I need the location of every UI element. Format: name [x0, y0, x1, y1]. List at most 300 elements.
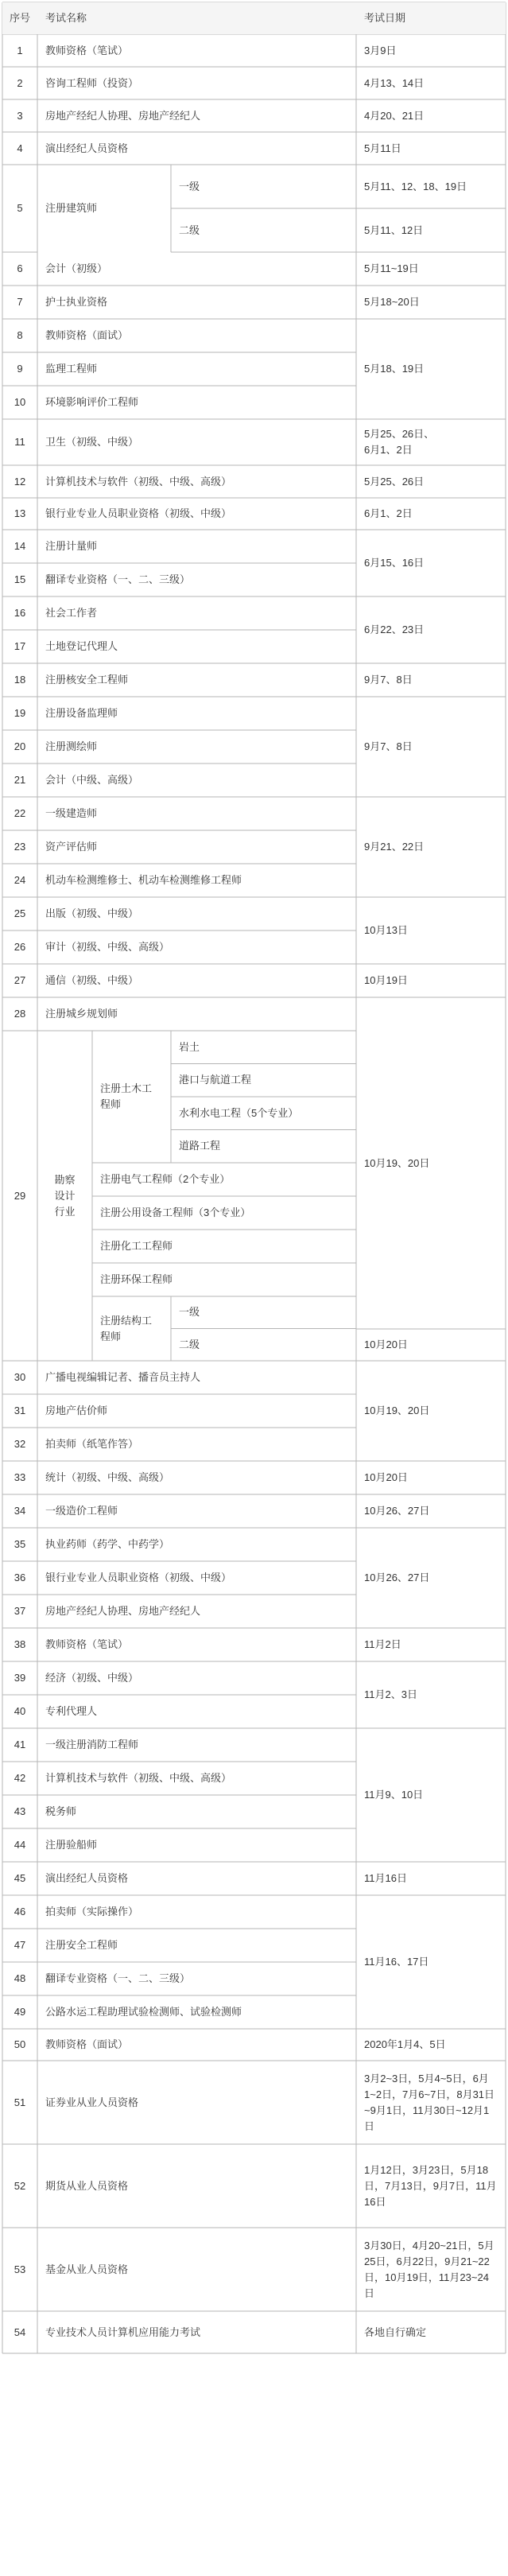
- exam-name-text: 教师资格（面试）: [45, 329, 129, 341]
- exam-name: [37, 997, 356, 1031]
- exam-level: [171, 165, 356, 208]
- row-number: [2, 386, 37, 419]
- exam-name: [37, 663, 356, 697]
- exam-name: [37, 1995, 356, 2029]
- row-number-text: 5: [17, 202, 23, 214]
- engineer-group-text: 注册电气工程师（2个专业）: [100, 1173, 231, 1185]
- exam-date: [356, 208, 506, 252]
- row-number-text: 22: [14, 807, 26, 819]
- exam-name: [37, 99, 356, 132]
- exam-name: [37, 2144, 356, 2228]
- exam-name-text: 房地产估价师: [45, 1405, 108, 1416]
- exam-name-text: 执业药师（药学、中药学）: [45, 1538, 170, 1550]
- row-number-text: 19: [14, 707, 26, 719]
- exam-name-text: 专业技术人员计算机应用能力考试: [45, 2325, 201, 2338]
- exam-name-text: 注册验船师: [45, 1839, 98, 1851]
- exam-date-text: 10月19日: [364, 974, 408, 986]
- header-no: [2, 2, 37, 34]
- row-number: [2, 352, 37, 386]
- exam-name-text: 注册核安全工程师: [45, 674, 129, 686]
- exam-name: [37, 596, 356, 630]
- exam-name-text: 注册建筑师: [45, 202, 98, 214]
- row-number-text: 30: [14, 1371, 26, 1383]
- exam-name: [37, 1461, 356, 1494]
- exam-name-text: 一级注册消防工程师: [45, 1739, 139, 1750]
- exam-name-text: 拍卖师（实际操作）: [45, 1906, 139, 1917]
- exam-name-text: 咨询工程师（投资）: [45, 76, 139, 89]
- exam-name: [37, 797, 356, 830]
- exam-date: [356, 465, 506, 498]
- row-number-text: 23: [14, 841, 26, 853]
- exam-name-text: 广播电视编辑记者、播音员主持人: [45, 1371, 201, 1383]
- exam-date: [356, 34, 506, 67]
- exam-date-merged-text: 5月18、19日: [364, 363, 425, 375]
- exam-date-text: 3月30日，4月20~21日，5月25日，6月22日，9月21~22日，10月19日，11月23~24日: [364, 2239, 494, 2299]
- row-number-text: 38: [14, 1638, 26, 1650]
- exam-name-text: 房地产经纪人协理、房地产经纪人: [45, 1605, 201, 1617]
- row-number: [2, 1695, 37, 1728]
- engineer-item: [171, 1097, 356, 1130]
- row-number-text: 13: [14, 507, 26, 519]
- row-number-text: 26: [14, 941, 26, 953]
- exam-date-merged-text: 11月16、17日: [364, 1956, 429, 1968]
- row-number: [2, 1428, 37, 1461]
- row-number-text: 40: [14, 1705, 26, 1717]
- row-number: [2, 931, 37, 964]
- exam-date-text: 10月20日: [364, 1339, 408, 1350]
- exam-date-text: 5月11日: [364, 142, 401, 154]
- exam-name: [37, 1929, 356, 1962]
- row-number: [2, 630, 37, 663]
- row-number-text: 21: [14, 774, 26, 786]
- exam-name-text: 计算机技术与软件（初级、中级、高级）: [45, 1772, 232, 1784]
- exam-name: [37, 864, 356, 897]
- row-number: [2, 697, 37, 730]
- row-number: [2, 1661, 37, 1695]
- exam-date: [356, 498, 506, 530]
- row-number: [2, 530, 37, 563]
- exam-date-merged: [356, 797, 506, 897]
- exam-name: [37, 165, 171, 252]
- exam-name-text: 房地产经纪人协理、房地产经纪人: [45, 109, 201, 122]
- exam-date-merged: [356, 530, 506, 596]
- exam-date: [356, 252, 506, 286]
- engineer-item-text: 岩土: [179, 1040, 200, 1053]
- exam-date-text: 3月2~3日，5月4~5日，6月1~2日，7月6~7日，8月31日~9月1日，11月30日~12月1日: [364, 2072, 495, 2132]
- row-number-text: 52: [14, 2179, 26, 2192]
- exam-name: [37, 763, 356, 797]
- row-number-text: 7: [17, 296, 23, 308]
- row-number: [2, 1595, 37, 1628]
- exam-name: [37, 1394, 356, 1428]
- row-number-text: 1: [17, 44, 23, 56]
- engineer-item: [171, 1329, 356, 1362]
- row-number-text: 27: [14, 974, 26, 986]
- exam-name-text: 通信（初级、中级）: [45, 974, 139, 986]
- exam-date-text: 各地自行确定: [364, 2325, 427, 2338]
- row-number-text: 20: [14, 740, 26, 752]
- exam-date: [356, 419, 506, 465]
- exam-date-text: 11月2日: [364, 1638, 401, 1650]
- row-number-text: 3: [17, 109, 23, 122]
- exam-name: [37, 465, 356, 498]
- row-number: [2, 1728, 37, 1762]
- exam-date-text: 1月12日，3月23日，5月18日，7月13日，9月7日，11月16日: [364, 2163, 497, 2208]
- exam-name: [37, 530, 356, 563]
- row-number-text: 9: [17, 363, 23, 375]
- row-number-text: 45: [14, 1872, 26, 1884]
- exam-name: [37, 1895, 356, 1929]
- exam-name-text: 公路水运工程助理试验检测师、试验检测师: [45, 2006, 242, 2018]
- engineer-item-text: 道路工程: [179, 1140, 221, 1152]
- row-number: [2, 99, 37, 132]
- exam-date-text: 5月18~20日: [364, 296, 420, 308]
- exam-name: [37, 1828, 356, 1862]
- exam-name-text: 会计（初级）: [45, 262, 108, 274]
- row-number-text: 35: [14, 1538, 26, 1550]
- exam-name-text: 机动车检测维修士、机动车检测维修工程师: [45, 874, 242, 886]
- row-number: [2, 1031, 37, 1361]
- row-number-text: 12: [14, 475, 26, 488]
- exam-name-text: 演出经纪人员资格: [45, 142, 129, 154]
- row-number-text: 42: [14, 1772, 26, 1784]
- exam-name-text: 卫生（初级、中级）: [45, 436, 139, 448]
- row-number-text: 37: [14, 1605, 26, 1617]
- engineer-item-text: 二级: [179, 1338, 200, 1350]
- exam-name: [37, 1661, 356, 1695]
- exam-date-merged: [356, 1661, 506, 1728]
- exam-date-text: 5月25、26日、 6月1、2日: [364, 428, 435, 456]
- exam-date: [356, 2061, 506, 2144]
- engineer-group: [92, 1230, 356, 1263]
- exam-name: [37, 386, 356, 419]
- row-number-text: 16: [14, 607, 26, 619]
- exam-name-text: 社会工作者: [45, 607, 98, 619]
- exam-date-text: 10月26、27日: [364, 1505, 430, 1517]
- row-number-text: 18: [14, 674, 26, 686]
- exam-date-merged-text: 11月9、10日: [364, 1789, 424, 1801]
- exam-date: [356, 1461, 506, 1494]
- exam-date-merged-text: 11月2、3日: [364, 1688, 417, 1700]
- exam-date-merged-text: 6月15、16日: [364, 557, 425, 569]
- exam-name-text: 环境影响评价工程师: [45, 396, 139, 408]
- industry-name-text: 勘察 设计 行业: [54, 1173, 76, 1218]
- row-number: [2, 663, 37, 697]
- row-number: [2, 2061, 37, 2144]
- row-number: [2, 1929, 37, 1962]
- row-number-text: 11: [14, 436, 25, 448]
- exam-name: [37, 34, 356, 67]
- exam-date: [356, 99, 506, 132]
- engineer-group: [92, 1196, 356, 1230]
- exam-name: [37, 1795, 356, 1828]
- row-number-text: 15: [14, 573, 26, 585]
- exam-date-text: 10月20日: [364, 1471, 408, 1483]
- exam-name: [37, 1695, 356, 1728]
- engineer-group-text: 注册土木工 程师: [100, 1082, 153, 1110]
- exam-date-text: 5月11~19日: [364, 262, 419, 274]
- row-number: [2, 730, 37, 763]
- exam-date-merged: [356, 1728, 506, 1862]
- exam-name: [37, 419, 356, 465]
- exam-date-merged: [356, 897, 506, 964]
- exam-name-text: 注册设备监理师: [45, 707, 118, 719]
- engineer-group-text: 注册公用设备工程师（3个专业）: [100, 1206, 251, 1218]
- exam-name-text: 一级造价工程师: [45, 1505, 118, 1517]
- exam-date-merged: [356, 997, 506, 1329]
- exam-name: [37, 352, 356, 386]
- exam-name: [37, 286, 356, 319]
- row-number-text: 33: [14, 1471, 26, 1483]
- exam-name: [37, 964, 356, 997]
- row-number-text: 39: [14, 1672, 26, 1684]
- exam-date-text: 9月7、8日: [364, 674, 413, 686]
- exam-name-text: 资产评估师: [45, 841, 98, 853]
- header-name-text: 考试名称: [45, 12, 87, 24]
- exam-date-merged-text: 6月22、23日: [364, 624, 425, 635]
- row-number: [2, 1895, 37, 1929]
- row-number-text: 36: [14, 1572, 26, 1583]
- engineer-group-text: 注册环保工程师: [100, 1273, 173, 1285]
- exam-date-text: 4月20、21日: [364, 109, 425, 122]
- row-number-text: 28: [14, 1008, 26, 1020]
- exam-name: [37, 897, 356, 931]
- exam-date-merged: [356, 697, 506, 797]
- engineer-item-text: 一级: [179, 1306, 200, 1319]
- exam-name-text: 注册城乡规划师: [45, 1008, 118, 1020]
- engineer-item: [171, 1064, 356, 1098]
- exam-date-text: 11月16日: [364, 1872, 407, 1884]
- row-number-text: 32: [14, 1438, 26, 1450]
- exam-date-merged: [356, 1528, 506, 1628]
- exam-name-text: 计算机技术与软件（初级、中级、高级）: [45, 475, 232, 488]
- exam-name: [37, 931, 356, 964]
- row-number: [2, 465, 37, 498]
- exam-date: [356, 663, 506, 697]
- exam-name-text: 审计（初级、中级、高级）: [45, 941, 170, 953]
- row-number: [2, 1628, 37, 1661]
- exam-level-text: 一级: [179, 180, 200, 192]
- row-number-text: 34: [14, 1505, 26, 1517]
- row-number-text: 24: [14, 874, 26, 886]
- exam-date: [356, 2029, 506, 2061]
- row-number: [2, 997, 37, 1031]
- row-number: [2, 1795, 37, 1828]
- exam-name-text: 翻译专业资格（一、二、三级）: [45, 1972, 191, 1984]
- exam-name: [37, 1494, 356, 1528]
- exam-date: [356, 1862, 506, 1895]
- exam-level: [171, 208, 356, 252]
- row-number-text: 6: [17, 262, 23, 274]
- exam-date-text: 5月11、12、18、19日: [364, 180, 467, 192]
- row-number-text: 46: [14, 1906, 26, 1917]
- exam-name-text: 一级建造师: [45, 807, 98, 819]
- exam-date: [356, 2311, 506, 2353]
- exam-date: [356, 964, 506, 997]
- row-number-text: 29: [14, 1189, 26, 1202]
- exam-name: [37, 1962, 356, 1995]
- exam-date: [356, 2144, 506, 2228]
- exam-date-text: 3月9日: [364, 44, 397, 56]
- exam-name: [37, 697, 356, 730]
- exam-name-text: 拍卖师（纸笔作答）: [45, 1438, 139, 1450]
- row-number-text: 50: [14, 2038, 26, 2050]
- row-number: [2, 1394, 37, 1428]
- engineer-group: [92, 1263, 356, 1296]
- row-number-text: 14: [14, 540, 26, 552]
- exam-name: [37, 1561, 356, 1595]
- engineer-item-text: 水利水电工程（5个专业）: [179, 1106, 299, 1119]
- exam-name-text: 经济（初级、中级）: [45, 1672, 139, 1684]
- exam-date-text: 6月1、2日: [364, 507, 413, 519]
- engineer-group: [92, 1163, 356, 1196]
- exam-name: [37, 630, 356, 663]
- exam-date-merged-text: 9月7、8日: [364, 740, 413, 752]
- row-number-text: 54: [14, 2325, 26, 2338]
- exam-date: [356, 132, 506, 165]
- exam-name-text: 专利代理人: [45, 1705, 98, 1717]
- row-number: [2, 319, 37, 352]
- row-number: [2, 1528, 37, 1561]
- exam-date-merged: [356, 1361, 506, 1461]
- exam-name: [37, 1728, 356, 1762]
- engineer-group-text: 注册化工工程师: [100, 1240, 173, 1252]
- exam-name-text: 护士执业资格: [45, 296, 108, 308]
- row-number: [2, 2029, 37, 2061]
- row-number-text: 41: [14, 1739, 26, 1750]
- exam-name-text: 基金从业人员资格: [45, 2263, 129, 2275]
- engineer-item: [171, 1130, 356, 1164]
- exam-date: [356, 286, 506, 319]
- exam-date-text: 5月25、26日: [364, 475, 425, 488]
- row-number-text: 10: [14, 396, 26, 408]
- exam-name: [37, 1528, 356, 1561]
- exam-name-text: 教师资格（笔试）: [45, 44, 129, 56]
- row-number: [2, 763, 37, 797]
- row-number: [2, 797, 37, 830]
- exam-date-merged: [356, 596, 506, 663]
- row-number: [2, 1762, 37, 1795]
- exam-date: [356, 165, 506, 208]
- engineer-item-text: 港口与航道工程: [179, 1074, 252, 1086]
- row-number-text: 49: [14, 2006, 26, 2018]
- row-number: [2, 165, 37, 252]
- exam-name-text: 银行业专业人员职业资格（初级、中级）: [45, 1572, 232, 1583]
- row-number-text: 2: [17, 76, 23, 89]
- exam-name-text: 会计（中级、高级）: [45, 774, 139, 786]
- exam-name: [37, 730, 356, 763]
- row-number: [2, 1862, 37, 1895]
- exam-name-text: 教师资格（笔试）: [45, 1638, 129, 1650]
- exam-name: [37, 319, 356, 352]
- engineer-item: [171, 1031, 356, 1064]
- exam-date-merged-text: 10月26、27日: [364, 1572, 430, 1583]
- exam-date-merged: [356, 319, 506, 419]
- row-number: [2, 1461, 37, 1494]
- exam-name-text: 统计（初级、中级、高级）: [45, 1471, 170, 1483]
- row-number: [2, 964, 37, 997]
- exam-name-text: 土地登记代理人: [45, 640, 118, 652]
- row-number-text: 48: [14, 1972, 26, 1984]
- row-number: [2, 830, 37, 864]
- row-number: [2, 419, 37, 465]
- row-number: [2, 596, 37, 630]
- exam-date: [356, 1628, 506, 1661]
- header-date-text: 考试日期: [364, 12, 406, 24]
- row-number: [2, 563, 37, 596]
- exam-name-text: 翻译专业资格（一、二、三级）: [45, 573, 191, 585]
- row-number: [2, 252, 37, 286]
- row-number: [2, 1828, 37, 1862]
- exam-date-merged-text: 10月19、20日: [364, 1405, 430, 1416]
- exam-name: [37, 830, 356, 864]
- row-number: [2, 132, 37, 165]
- exam-name: [37, 1361, 356, 1394]
- row-number: [2, 1494, 37, 1528]
- row-number-text: 17: [14, 640, 26, 652]
- engineer-group: [92, 1031, 171, 1163]
- row-number: [2, 1361, 37, 1394]
- row-number-text: 47: [14, 1939, 26, 1951]
- exam-name: [37, 2029, 356, 2061]
- exam-name-text: 注册安全工程师: [45, 1939, 118, 1951]
- row-number: [2, 2228, 37, 2311]
- row-number-text: 25: [14, 907, 26, 919]
- exam-date: [356, 2228, 506, 2311]
- exam-date: [356, 67, 506, 99]
- row-number: [2, 2144, 37, 2228]
- exam-name: [37, 498, 356, 530]
- exam-name: [37, 132, 356, 165]
- exam-name-text: 演出经纪人员资格: [45, 1872, 129, 1884]
- exam-name-text: 教师资格（面试）: [45, 2038, 129, 2050]
- header-name: [37, 2, 356, 34]
- exam-name: [37, 563, 356, 596]
- exam-name: [37, 67, 356, 99]
- exam-name-text: 银行业专业人员职业资格（初级、中级）: [45, 507, 232, 519]
- row-number: [2, 864, 37, 897]
- exam-name-text: 期货从业人员资格: [45, 2179, 129, 2192]
- row-number: [2, 286, 37, 319]
- header-no-text: 序号: [9, 12, 30, 24]
- row-number: [2, 67, 37, 99]
- engineer-item: [171, 1296, 356, 1329]
- row-number: [2, 498, 37, 530]
- row-number: [2, 1561, 37, 1595]
- industry-name: [37, 1031, 92, 1361]
- exam-name: [37, 1628, 356, 1661]
- exam-date: [356, 1329, 506, 1361]
- exam-name: [37, 2061, 356, 2144]
- row-number-text: 51: [14, 2096, 26, 2108]
- exam-date-merged: [356, 1895, 506, 2029]
- exam-date-merged-text: 9月21、22日: [364, 841, 425, 853]
- row-number-text: 31: [14, 1405, 26, 1416]
- exam-name-text: 监理工程师: [45, 363, 98, 375]
- exam-name: [37, 1595, 356, 1628]
- exam-date-text: 2020年1月4、5日: [364, 2038, 446, 2050]
- exam-name: [37, 2311, 356, 2353]
- exam-date-text: 5月11、12日: [364, 223, 424, 236]
- exam-name-text: 注册测绘师: [45, 740, 98, 752]
- row-number-text: 8: [17, 329, 23, 341]
- exam-name: [37, 1762, 356, 1795]
- row-number-text: 43: [14, 1805, 26, 1817]
- row-number-text: 4: [17, 142, 23, 154]
- row-number: [2, 897, 37, 931]
- row-number-text: 53: [14, 2263, 26, 2275]
- exam-name: [37, 1428, 356, 1461]
